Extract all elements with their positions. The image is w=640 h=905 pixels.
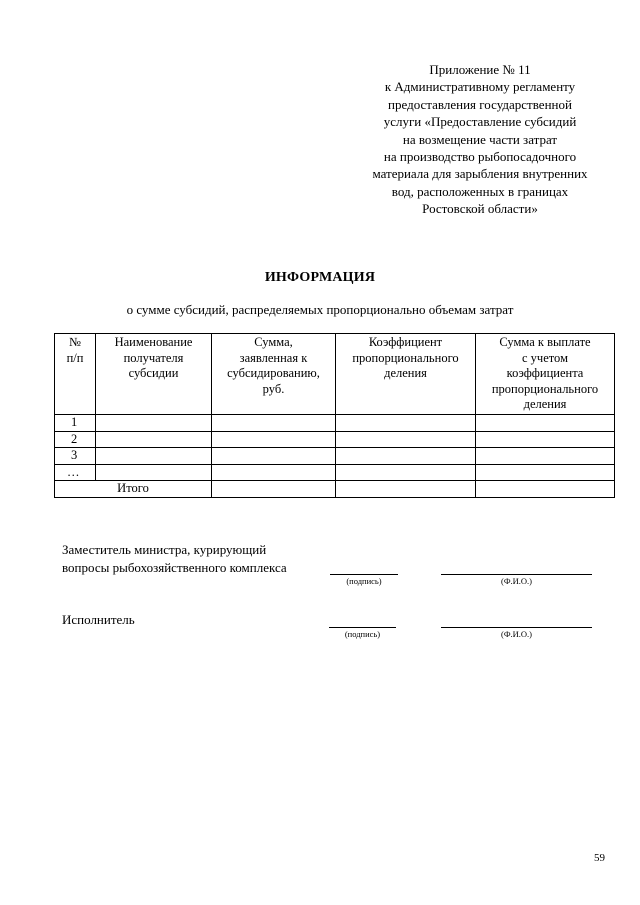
official-title-line1: Заместитель министра, курирующий [62, 542, 267, 557]
total-label: Итого [55, 481, 212, 498]
table-cell [336, 481, 476, 498]
appendix-line: вод, расположенных в границах [391, 183, 569, 199]
row-number: 2 [55, 431, 96, 448]
table-cell [336, 448, 476, 465]
table-total-row [55, 481, 615, 498]
table-row [55, 431, 615, 448]
table-row [55, 448, 615, 465]
official-signature-caption: (подпись) [346, 576, 382, 586]
table-cell [336, 464, 476, 481]
header-claimed-sum: Сумма, заявленная к субсидированию, руб. [212, 334, 336, 415]
table-cell [476, 481, 615, 498]
appendix-line: услуги «Предоставление субсидий [383, 114, 577, 130]
executor-signature-line [329, 627, 396, 628]
appendix-line: на производство рыбопосадочного [383, 149, 577, 165]
row-number: 3 [55, 448, 96, 465]
table-cell [476, 464, 615, 481]
table-cell [476, 448, 615, 465]
header-number: № п/п [55, 334, 96, 415]
header-coefficient: Коэффициент пропорционального деления [336, 334, 476, 415]
table-cell [336, 415, 476, 432]
appendix-line: на возмещение части затрат [402, 131, 558, 147]
executor-signature-caption: (подпись) [344, 629, 381, 639]
executor-name-line [441, 627, 592, 628]
table-cell [212, 431, 336, 448]
executor-label: Исполнитель [62, 612, 135, 627]
official-title [62, 541, 287, 576]
table-row [55, 415, 615, 432]
official-title-line2: вопросы рыбохозяйственного комплекса [62, 559, 287, 575]
table-cell [212, 481, 336, 498]
table-cell [212, 464, 336, 481]
row-number: … [55, 464, 96, 481]
executor-name-caption: (Ф.И.О.) [500, 629, 533, 639]
page-number: 59 [594, 852, 605, 864]
appendix-line: материала для зарыбления внутренних [372, 166, 588, 182]
appendix-line: Приложение № 11 [429, 62, 531, 77]
table-cell [96, 464, 212, 481]
table-cell [212, 415, 336, 432]
official-name-line [441, 574, 592, 575]
appendix-line: предоставления государственной [388, 96, 572, 112]
header-payout-sum: Сумма к выплате с учетом коэффициента пропорционального деления [476, 334, 615, 415]
header-recipient: Наименование получателя субсидии [96, 334, 212, 415]
table-cell [476, 431, 615, 448]
table-row [55, 464, 615, 481]
document-subtitle: о сумме субсидий, распределяемых пропорционально объемам затрат [126, 302, 514, 317]
official-signature-line [330, 574, 398, 575]
appendix-header [340, 61, 620, 218]
table-header-row [55, 334, 615, 415]
table-cell [96, 448, 212, 465]
document-title: ИНФОРМАЦИЯ [264, 270, 376, 285]
row-number: 1 [55, 415, 96, 432]
table-cell [96, 415, 212, 432]
table-cell [476, 415, 615, 432]
subsidy-table [54, 333, 615, 498]
appendix-line: к Административному регламенту [384, 79, 576, 95]
official-name-caption: (Ф.И.О.) [500, 576, 533, 586]
table-cell [96, 431, 212, 448]
table-cell [336, 431, 476, 448]
appendix-line: Ростовской области» [422, 201, 538, 217]
table-cell [212, 448, 336, 465]
